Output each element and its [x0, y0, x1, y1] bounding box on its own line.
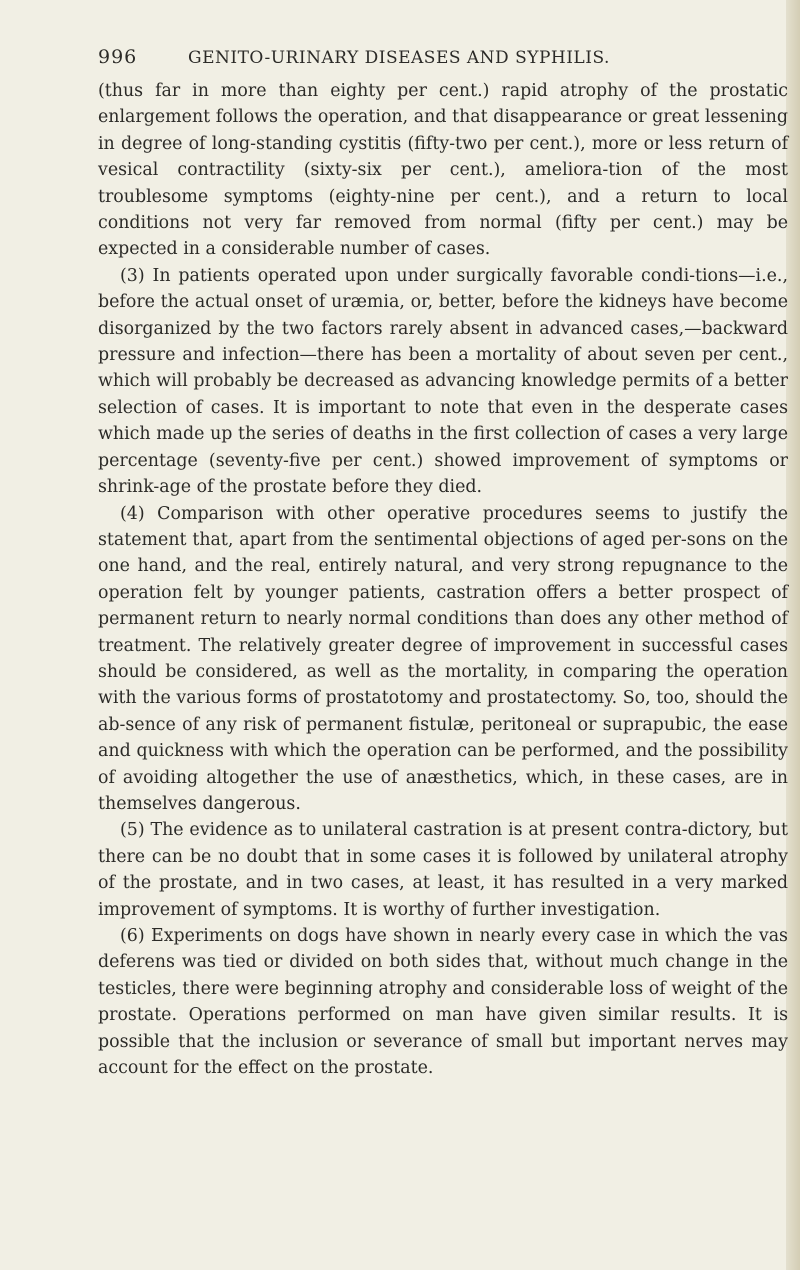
book-page: [98, 46, 788, 1081]
body-text: [98, 78, 788, 1081]
paragraph-point-5: (5) The evidence as to unilateral castration is at present contra-dictory, but there can be no doubt that in some cases it is followed by unilateral atrophy of the prostate, and in two cases, at least, it has resulted in a very marked improvement of symptoms. It is worthy of further investigation.: [98, 820, 788, 920]
paragraph-continued: (thus far in more than eighty per cent.) rapid atrophy of the prostatic enlargement follows the operation, and that disappearance or great lessening in degree of long-standing cystitis (fifty-two per cent.), more or less return of vesical contractility (sixty-six per cent.), ameliora-tion of the most troublesome symptoms (eighty-nine per cent.), and a return to local conditions not very far removed from normal (fifty per cent.) may be expected in a considerable number of cases.: [98, 81, 788, 260]
paragraph-point-4: (4) Comparison with other operative procedures seems to justify the statement that, apart from the sentimental objections of aged per-sons on the one hand, and the real, entirely natural, and very strong repugnance to the operation felt by younger patients, castration offers a better prospect of permanent return to nearly normal conditions than does any other method of treatment. The relatively greater degree of improvement in successful cases should be considered, as well as the mortality, in comparing the operation with the various forms of prostatotomy and prostatectomy. So, too, should the ab-sence of any risk of permanent fistulæ, peritoneal or suprapubic, the ease and quickness with which the operation can be performed, and the possibility of avoiding altogether the use of anæsthetics, which, in these cases, are in themselves dangerous.: [98, 503, 788, 814]
running-head-title: GENITO-URINARY DISEASES AND SYPHILIS.: [188, 48, 610, 68]
paragraph-point-3: (3) In patients operated upon under surgically favorable condi-tions—i.e., before the actual onset of uræmia, or, better, before the kidneys have become disorganized by the two factors rarely absent in advanced cases,—backward pressure and infection—there has been a mortality of about seven per cent., which will probably be decreased as advancing knowledge permits of a better selection of cases. It is important to note that even in the desperate cases which made up the series of deaths in the first collection of cases a very large percentage (seventy-five per cent.) showed improvement of symptoms or shrink-age of the prostate before they died.: [98, 265, 788, 498]
page-edge-shadow: [786, 0, 800, 1270]
running-head: [98, 46, 788, 68]
page-number: 996: [98, 46, 138, 68]
paragraph-point-6: (6) Experiments on dogs have shown in nearly every case in which the vas deferens was tied or divided on both sides that, without much change in the testicles, there were beginning atrophy and considerable loss of weight of the prostate. Operations performed on man have given similar results. It is possible that the inclusion or severance of small but important nerves may account for the effect on the prostate.: [98, 926, 788, 1079]
